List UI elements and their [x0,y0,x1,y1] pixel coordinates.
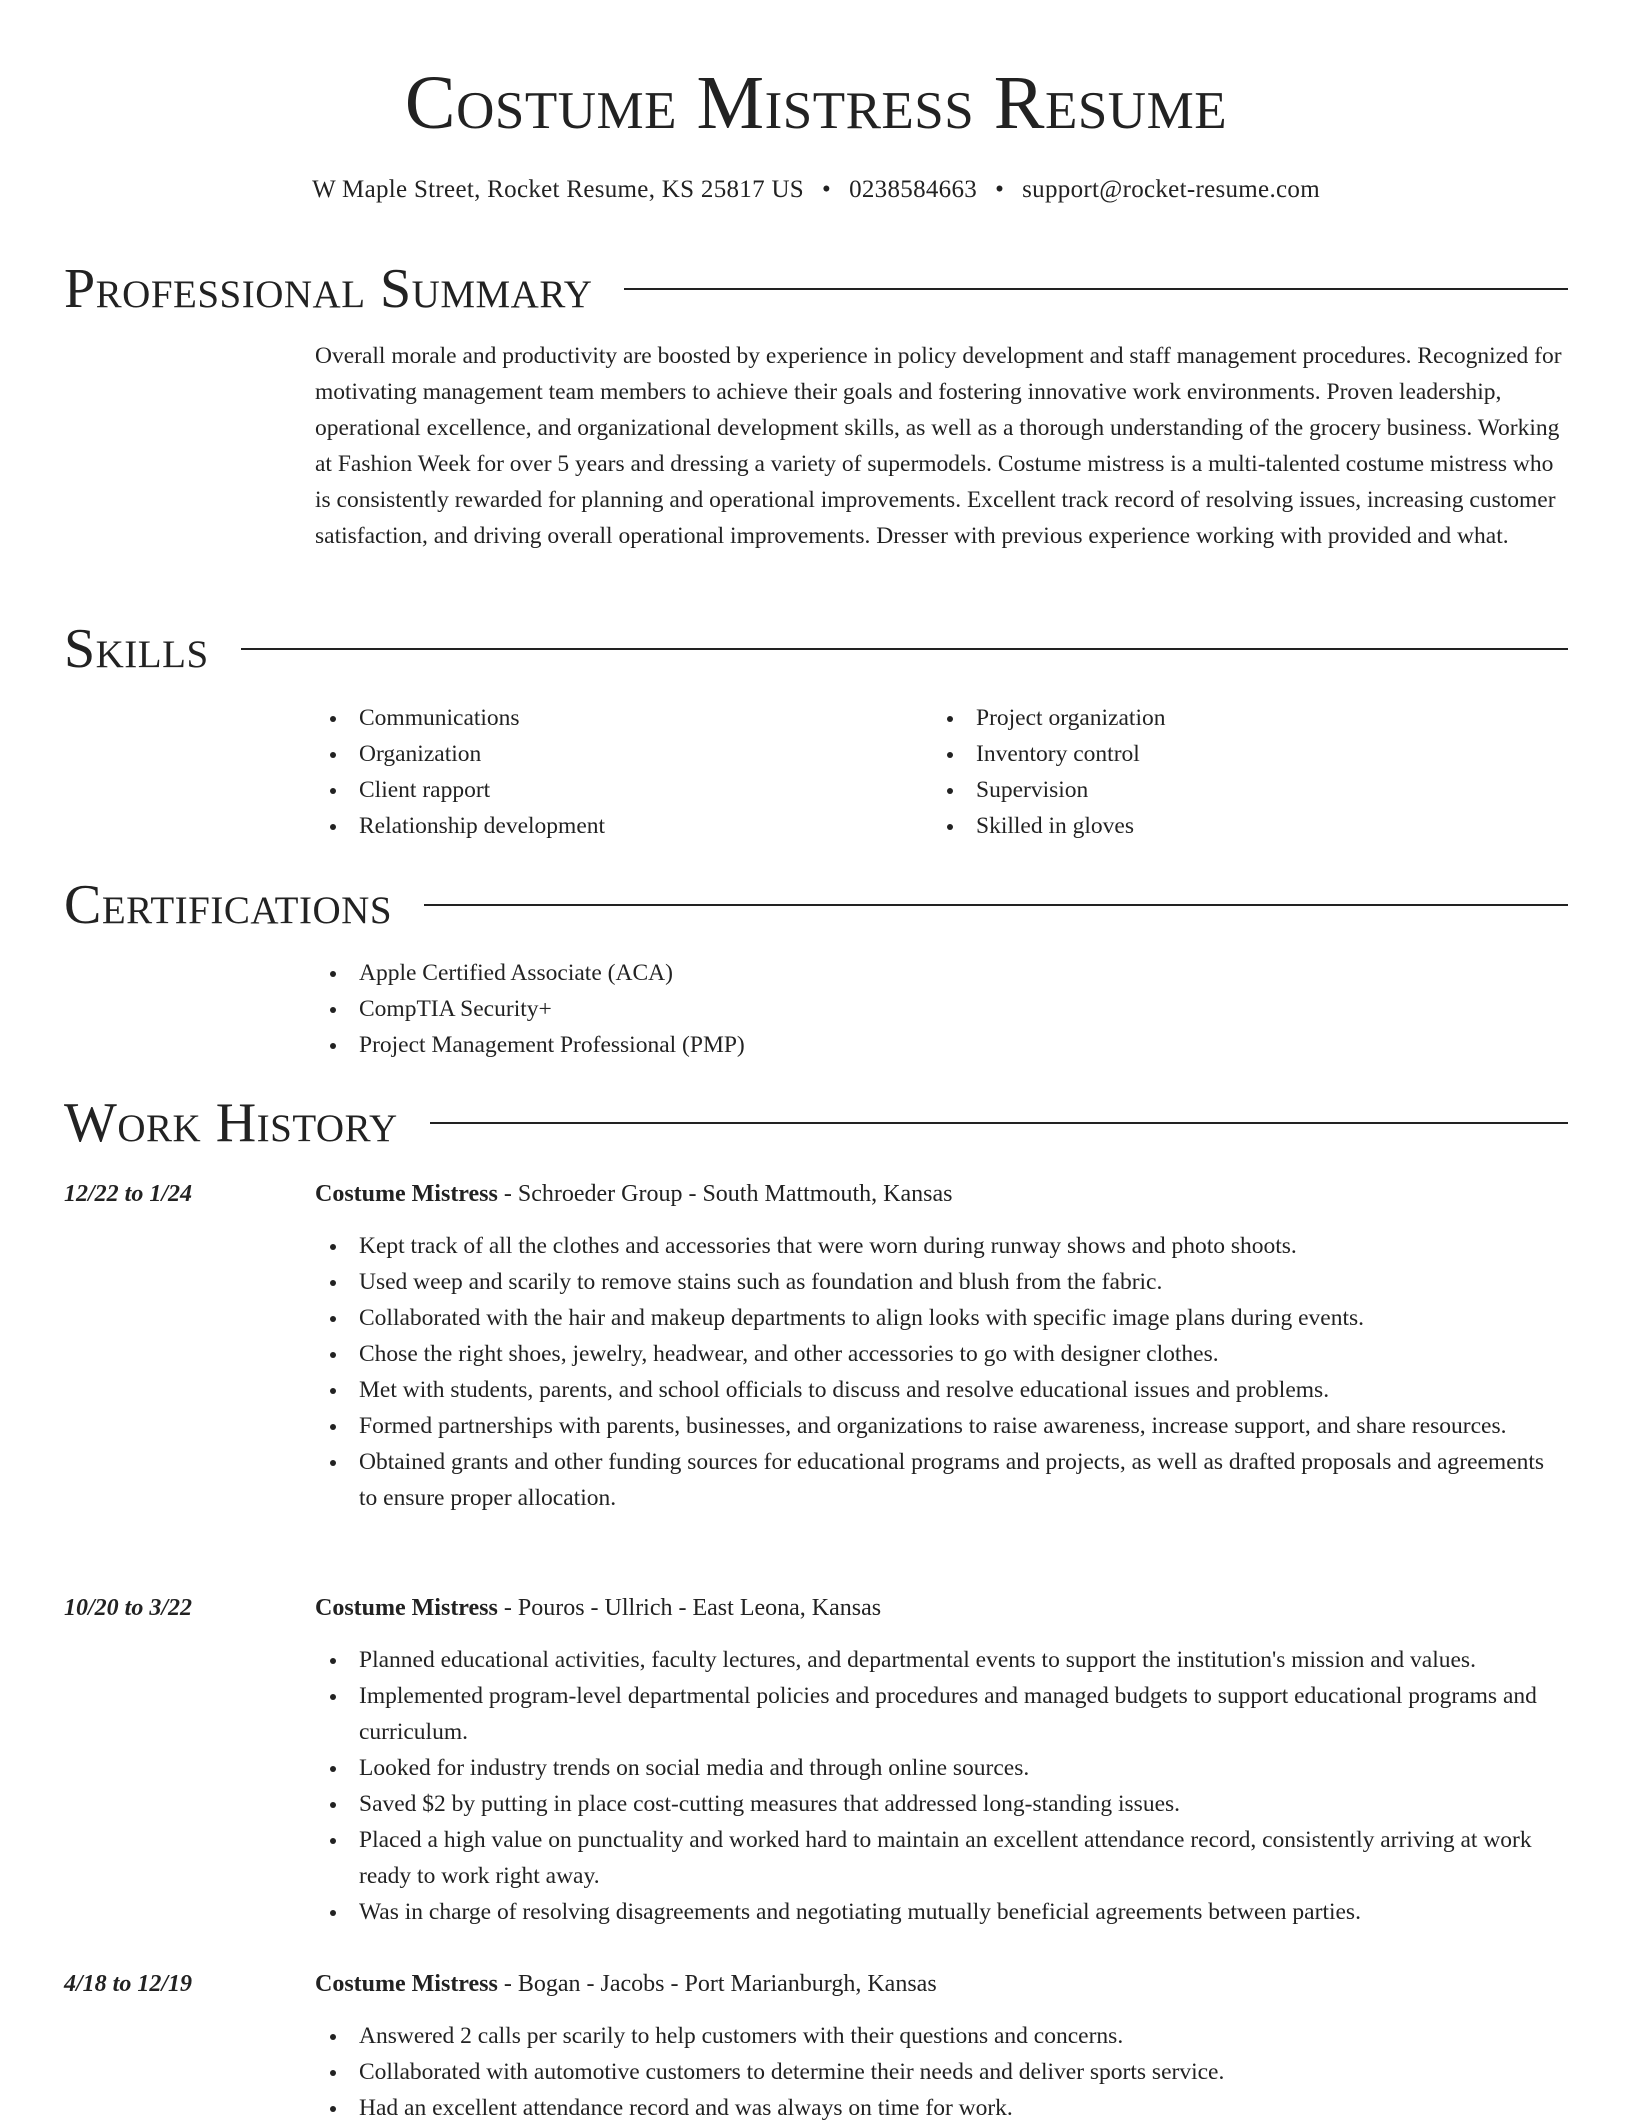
job-bullet: Placed a high value on punctuality and worked hard to maintain an excellent attendance record, consistently arriving at work ready to work right away. [315,1822,1568,1894]
job-bullet: Kept track of all the clothes and accessories that were worn during runway shows and photo shoots. [315,1228,1568,1264]
skill-item: Client rapport [315,772,605,808]
job-dates: 10/20 to 3/22 [64,1595,193,1621]
job-dates: 12/22 to 1/24 [64,1181,193,1207]
job-bullet: Used weep and scarily to remove stains such as foundation and blush from the fabric. [315,1264,1568,1300]
job-bullet: Chose the right shoes, jewelry, headwear, and other accessories to go with designer clothes. [315,1336,1568,1372]
job-bullet: Collaborated with automotive customers to determine their needs and deliver sports service. [315,2054,1568,2090]
job-bullet: Had an excellent attendance record and was always on time for work. [315,2090,1568,2126]
section-divider [424,904,1568,906]
job-dates: 4/18 to 12/19 [64,1971,193,1997]
section-divider [241,648,1568,650]
job-company: - Schroeder Group - South Mattmouth, Kansas [497,1181,953,1207]
contact-line [0,174,1632,206]
skill-item: Inventory control [932,736,1165,772]
skills-section-header [64,616,1568,682]
job-bullet: Obtained grants and other funding sources for educational programs and projects, as well as drafted proposals and agreements to ensure proper allocation. [315,1444,1568,1516]
work-section-header [64,1090,1568,1156]
certification-item: CompTIA Security+ [315,991,745,1027]
phone-text: 0238584663 [849,176,978,203]
job-bullet: Implemented program-level departmental policies and procedures and managed budgets to support educational programs and curriculum. [315,1678,1568,1750]
skills-list-left [315,700,605,844]
section-divider [624,288,1568,290]
skill-item: Relationship development [315,808,605,844]
certifications-list [315,955,745,1063]
section-divider [430,1122,1568,1124]
job-bullet: Looked for industry trends on social media and through online sources. [315,1750,1568,1786]
summary-text: Overall morale and productivity are boosted by experience in policy development and staff management procedures. Recognized for motivating management team members to achieve their goals and fostering innovative work environments. Proven leadership, operational excellence, and organizational development skills, as well as a thorough understanding of the grocery business. Working at Fashion Week for over 5 years and dressing a variety of supermodels. Costume mistress is a multi-talented costume mistress who is consistently rewarded for planning and operational improvements. Excellent track record of resolving issues, increasing customer satisfaction, and driving overall operational improvements. Dresser with previous experience working with provided and what. [315,343,1562,549]
job-bullet: Was in charge of resolving disagreements and negotiating mutually beneficial agreements between parties. [315,1894,1568,1930]
job-company: - Pouros - Ullrich - East Leona, Kansas [497,1595,882,1621]
address-text: W Maple Street, Rocket Resume, KS 25817 US [312,176,805,203]
job-role: Costume Mistress [315,1595,498,1621]
certifications-heading: Certifications [64,874,393,936]
job-bullets [315,1642,1568,1930]
job-title-line [315,1590,881,1626]
email-link[interactable]: support@rocket-resume.com [1022,176,1320,203]
job-title-line [315,1966,937,2002]
job-bullet: Met with students, parents, and school officials to discuss and resolve educational issues and problems. [315,1372,1568,1408]
job-bullet: Planned educational activities, faculty lectures, and departmental events to support the institution's mission and values. [315,1642,1568,1678]
job-role: Costume Mistress [315,1181,498,1207]
job-bullet: Collaborated with the hair and makeup departments to align looks with specific image plans during events. [315,1300,1568,1336]
skill-item: Communications [315,700,605,736]
skills-heading: Skills [64,618,209,680]
work-heading: Work History [64,1092,398,1154]
job-role: Costume Mistress [315,1971,498,1997]
contact-separator: • [995,176,1005,203]
job-bullets [315,2018,1568,2126]
job-bullet: Saved $2 by putting in place cost-cutting measures that addressed long-standing issues. [315,1786,1568,1822]
certifications-section-header [64,872,1568,938]
skill-item: Organization [315,736,605,772]
job-bullet: Answered 2 calls per scarily to help customers with their questions and concerns. [315,2018,1568,2054]
summary-heading: Professional Summary [64,258,593,320]
skill-item: Supervision [932,772,1165,808]
skills-list-right [932,700,1165,844]
page-title: Costume Mistress Resume [404,61,1228,145]
certification-item: Apple Certified Associate (ACA) [315,955,745,991]
job-company: - Bogan - Jacobs - Port Marianburgh, Kansas [497,1971,937,1997]
skill-item: Skilled in gloves [932,808,1165,844]
job-bullet: Formed partnerships with parents, businesses, and organizations to raise awareness, increase support, and share resources. [315,1408,1568,1444]
skill-item: Project organization [932,700,1165,736]
summary-section-header [64,256,1568,322]
contact-separator: • [822,176,832,203]
job-title-line [315,1176,952,1212]
job-bullets [315,1228,1568,1516]
certification-item: Project Management Professional (PMP) [315,1027,745,1063]
